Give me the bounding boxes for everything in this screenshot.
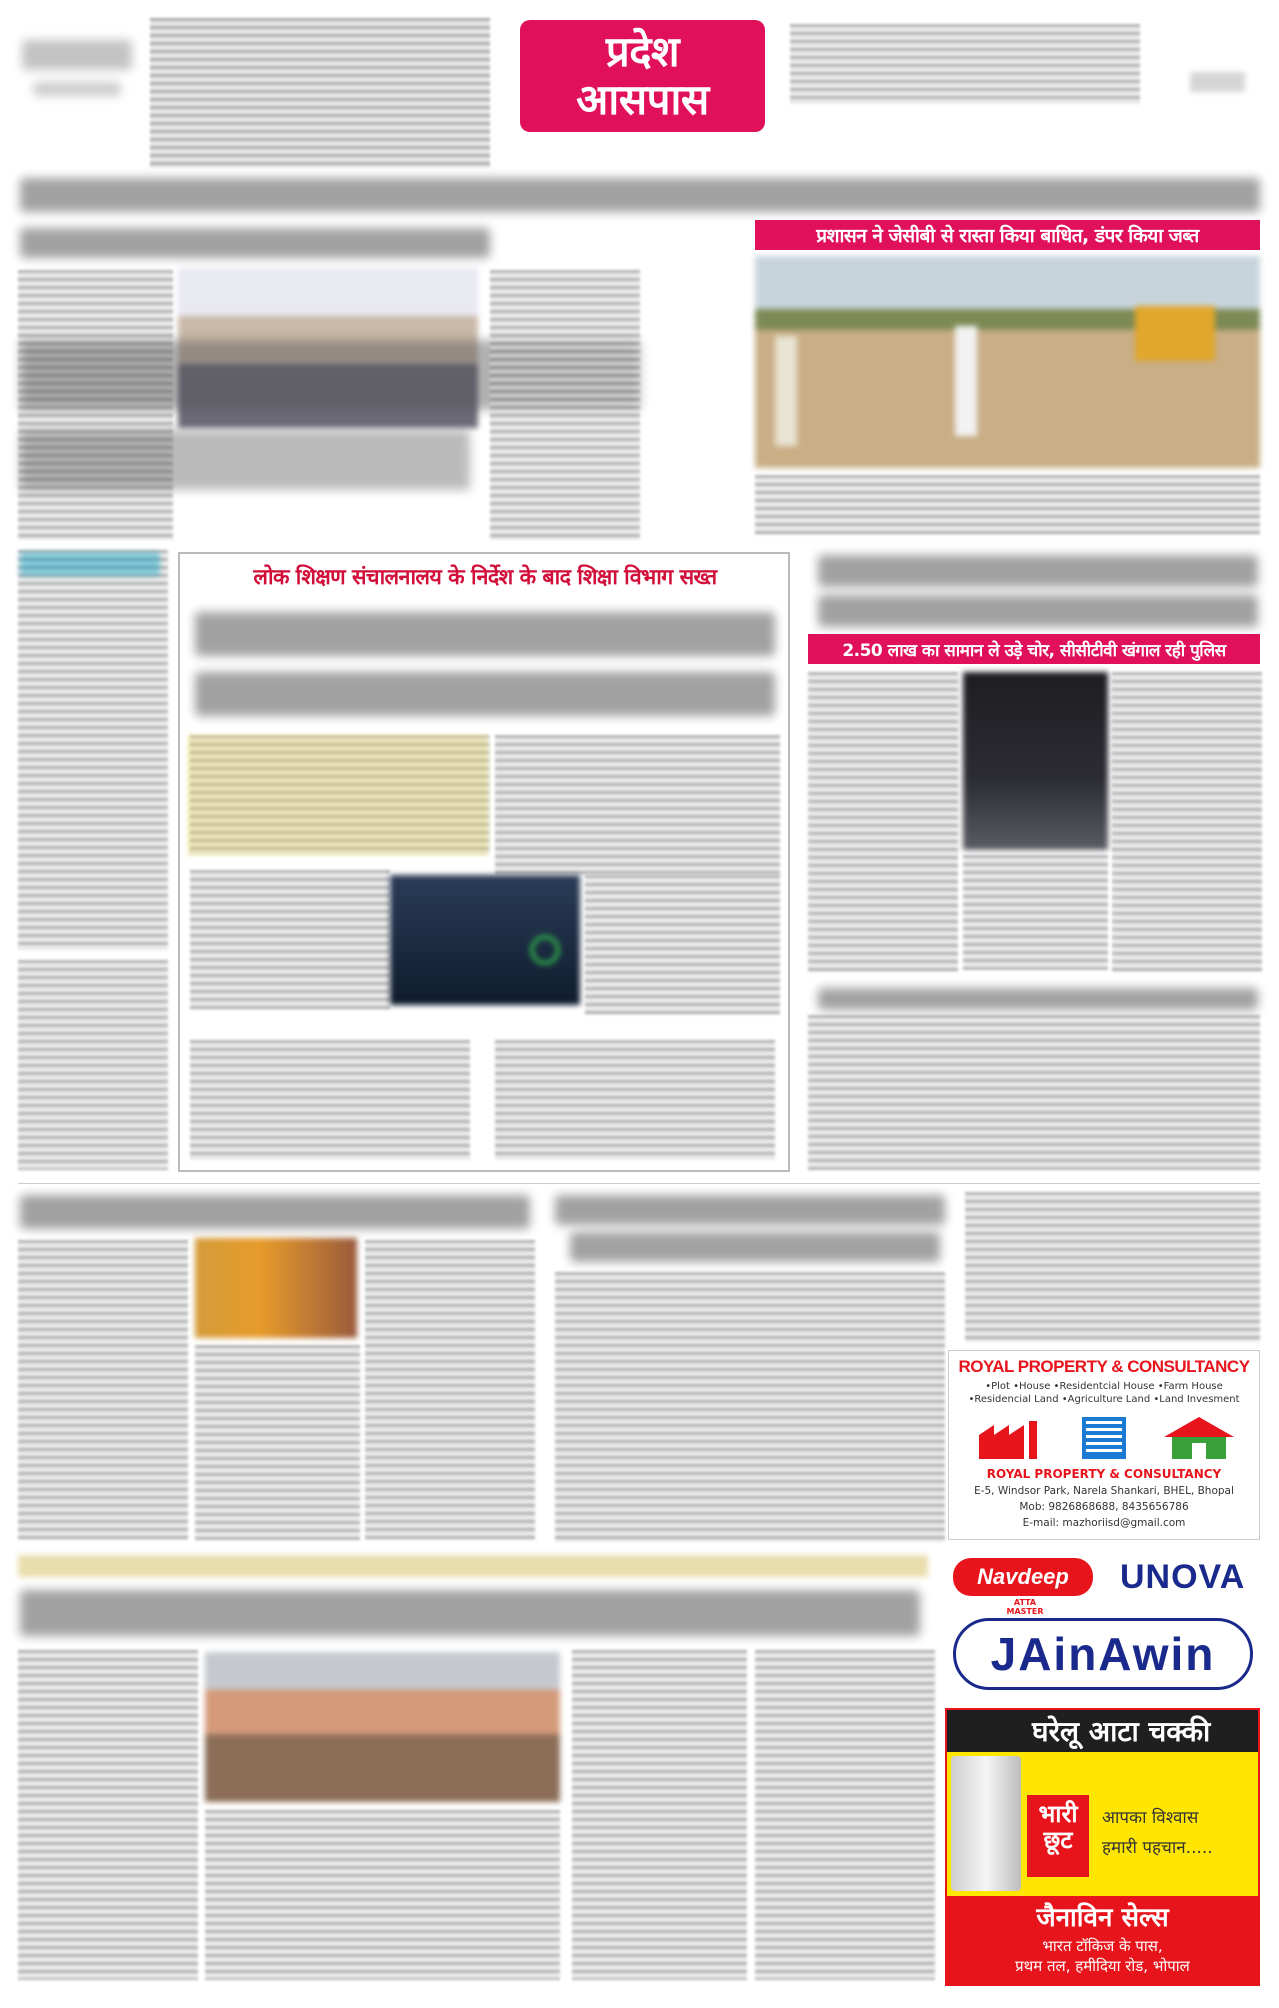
bottom-text-1 <box>18 1650 198 1980</box>
masthead-logo <box>22 22 132 117</box>
bottom-headline <box>20 1590 920 1636</box>
left-sidebar-text <box>18 550 168 950</box>
lower-left-headline <box>20 1195 530 1229</box>
theft-text-2 <box>1112 672 1262 972</box>
shop-address-1: भारत टॉकिज के पास, <box>1042 1937 1163 1955</box>
lower-right-text <box>965 1192 1260 1342</box>
theft-text-1 <box>808 672 958 972</box>
jcb-story-text <box>755 475 1260 535</box>
education-subbox-2 <box>495 1040 775 1160</box>
lower-mid-headline-2 <box>570 1232 940 1262</box>
bottom-text-4 <box>755 1650 935 1980</box>
navdeep-logo: Navdeep <box>953 1558 1093 1596</box>
theft-tagline: 2.50 लाख का सामान ले उड़े चोर, सीसीटीवी खंगाल रही पुलिस <box>808 634 1260 664</box>
header-date-tag <box>1190 72 1245 92</box>
education-subbox-1 <box>190 1040 470 1160</box>
theft-headline-2 <box>818 595 1258 627</box>
top-headline-2 <box>20 228 490 258</box>
education-text-4 <box>585 875 780 1015</box>
brand-ad <box>945 1548 1260 1698</box>
shop-address-2: प्रथम तल, हमीदिया रोड, भोपाल <box>1015 1957 1190 1975</box>
royal-ad-email: E-mail: mazhoriisd@gmail.com <box>1022 1517 1186 1529</box>
bottom-text-2 <box>205 1810 560 1980</box>
royal-ad-subtitle: ROYAL PROPERTY & CONSULTANCY <box>986 1467 1222 1481</box>
bottom-headline-strip <box>18 1555 928 1577</box>
center-col-text <box>490 270 640 540</box>
discount-text-1: भारी <box>1038 1800 1078 1828</box>
divider-lower <box>18 1183 1260 1184</box>
education-text-3 <box>190 870 390 1010</box>
right-story-text <box>808 1015 1260 1170</box>
masthead-overlay-text <box>150 18 490 168</box>
left-sidebar-label <box>20 552 160 576</box>
left-story-lower <box>18 960 168 1170</box>
crowd-photo <box>205 1652 560 1802</box>
jcb-photo <box>755 256 1260 468</box>
education-photo <box>390 875 580 1005</box>
atta-chakki-ad <box>945 1708 1260 1986</box>
education-text-2 <box>495 735 780 875</box>
education-headline <box>195 612 775 656</box>
factory-icon <box>979 1421 1039 1459</box>
royal-ad-address: E-5, Windsor Park, Narela Shankari, BHEL, Bhopal <box>974 1485 1234 1497</box>
house-icon <box>1164 1417 1234 1459</box>
right-story-headline <box>818 988 1258 1010</box>
education-headline-2 <box>195 672 775 716</box>
theft-headline <box>818 555 1258 587</box>
royal-property-ad <box>948 1350 1260 1540</box>
top-headline <box>20 178 1260 212</box>
section-line1: प्रदेश <box>605 26 680 76</box>
navdeep-subtitle: ATTA MASTER <box>1006 1598 1044 1616</box>
lower-mid-headline <box>555 1195 945 1225</box>
discount-text-2: छूट <box>1043 1826 1073 1855</box>
bottom-text-3 <box>572 1650 747 1980</box>
education-text-1 <box>190 735 490 855</box>
left-overlay-headline-2 <box>20 430 470 490</box>
chakki-heading: घरेलू आटा चक्की <box>1032 1715 1211 1748</box>
section-line2: आसपास <box>576 75 709 124</box>
lower-mid-text <box>555 1272 945 1542</box>
lower-left-text-1 <box>18 1240 188 1540</box>
lower-left-text-2 <box>195 1345 360 1540</box>
royal-ad-title: ROYAL PROPERTY & CONSULTANCY <box>958 1357 1250 1376</box>
unova-logo: UNOVA <box>1120 1558 1246 1596</box>
ceremony-photo <box>195 1238 357 1338</box>
royal-ad-mobile: Mob: 9826868688, 8435656786 <box>1019 1501 1189 1513</box>
shop-name: जैनाविन सेल्स <box>1036 1903 1169 1933</box>
building-icon <box>1074 1413 1134 1459</box>
theft-text-3 <box>963 855 1108 970</box>
discount-badge <box>1027 1795 1089 1877</box>
education-tagline: लोक शिक्षण संचालनालय के निर्देश के बाद शिक्षा विभाग सख्त <box>253 565 717 590</box>
section-banner <box>520 20 765 132</box>
shop-block <box>947 1896 1258 1986</box>
tagline-2: हमारी पहचान..... <box>1102 1838 1213 1858</box>
header-text-right <box>790 24 1140 104</box>
lower-left-text-3 <box>365 1240 535 1540</box>
tagline-1: आपका विश्वास <box>1102 1808 1199 1828</box>
jainawin-logo: JAinAwin <box>953 1618 1253 1690</box>
royal-ad-services-2: •Residencial Land •Agriculture Land •Land Invesment <box>968 1394 1240 1405</box>
jcb-story-tagline: प्रशासन ने जेसीबी से रास्ता किया बाधित, डंपर किया जब्त <box>755 220 1260 250</box>
cctv-photo <box>963 672 1108 850</box>
chakki-machine-image <box>951 1756 1021 1891</box>
royal-ad-services-1: •Plot •House •Residentcial House •Farm House <box>985 1381 1223 1392</box>
